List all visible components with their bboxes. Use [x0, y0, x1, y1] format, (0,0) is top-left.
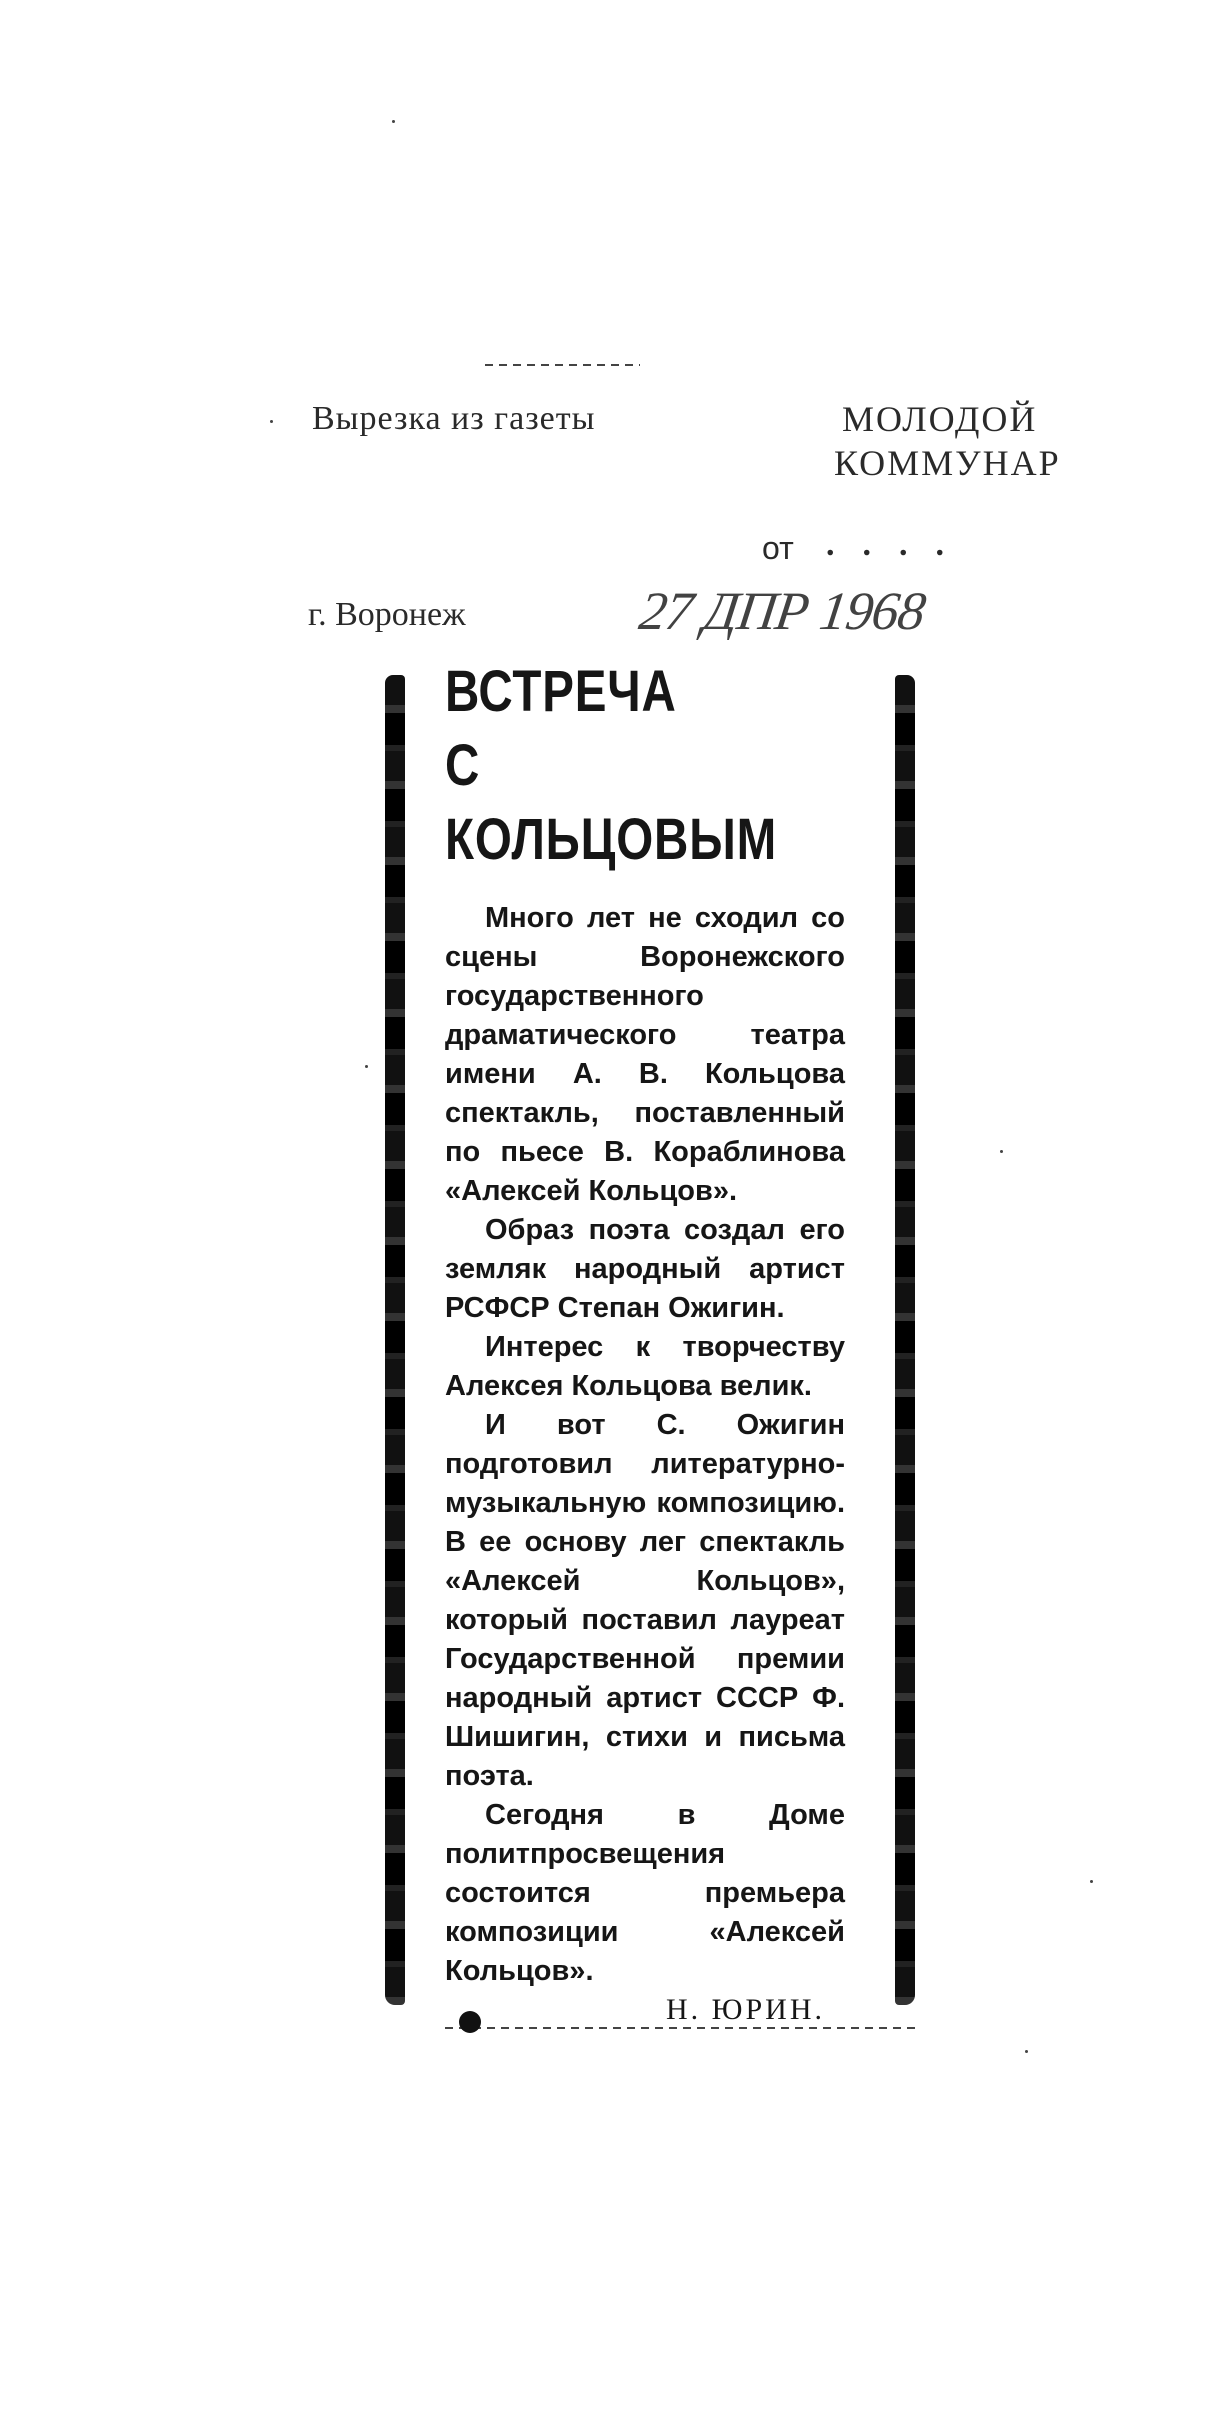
date-from-label: от: [762, 530, 794, 566]
clipping-left-edge: [385, 675, 405, 2005]
dust-speck: [1090, 1880, 1093, 1883]
newspaper-name-line-1: МОЛОДОЙ: [842, 399, 1038, 439]
clipping-label: Вырезка из газеты: [312, 400, 596, 437]
clipping-bottom-edge: [445, 2027, 915, 2029]
article-paragraph: Интерес к творчеству Алексея Кольцова велик.: [445, 1331, 845, 1402]
date-stamp: 27 ДПР 1968: [635, 581, 929, 641]
article-headline: [445, 655, 778, 877]
newspaper-name-line-2: КОММУНАР: [834, 443, 1061, 483]
article-paragraph: Много лет не сходил со сцены Воронежского государственного драматического театра имени А. В. Кольцова спектакль, поставленный по пьесе В. Кораблинова «Алексей Кольцов».: [445, 902, 845, 1207]
article-paragraph: Сегодня в Доме политпросвещения состоится премьера композиции «Алексей Кольцов».: [445, 1799, 845, 1987]
clipping-right-edge: [895, 675, 915, 2005]
headline-line-1: ВСТРЕЧА: [445, 659, 677, 724]
newspaper-clipping: [385, 655, 915, 2045]
article: [445, 655, 845, 2027]
city-label: г. Воронеж: [308, 596, 466, 633]
dust-speck: [365, 1065, 368, 1068]
article-paragraph: И вот С. Ожигин подготовил литературно-музыкальную композицию. В ее основу лег спектакль «Алексей Кольцов», который поставил лауреат Государственной премии народный артист СССР Ф. Шишигин, стихи и письма поэта.: [445, 1409, 845, 1792]
top-rule: [485, 364, 640, 366]
article-byline: Н. ЮРИН.: [665, 1993, 825, 2026]
headline-line-2: С КОЛЬЦОВЫМ: [445, 733, 778, 872]
dust-speck: [270, 420, 273, 423]
dust-speck: [1025, 2050, 1028, 2053]
dust-speck: [392, 120, 395, 123]
date-placeholder-dots: ....: [826, 526, 972, 563]
article-body: [445, 899, 845, 1991]
article-paragraph: Образ поэта создал его земляк народный артист РСФСР Степан Ожигин.: [445, 1214, 845, 1324]
dust-speck: [1000, 1150, 1003, 1153]
